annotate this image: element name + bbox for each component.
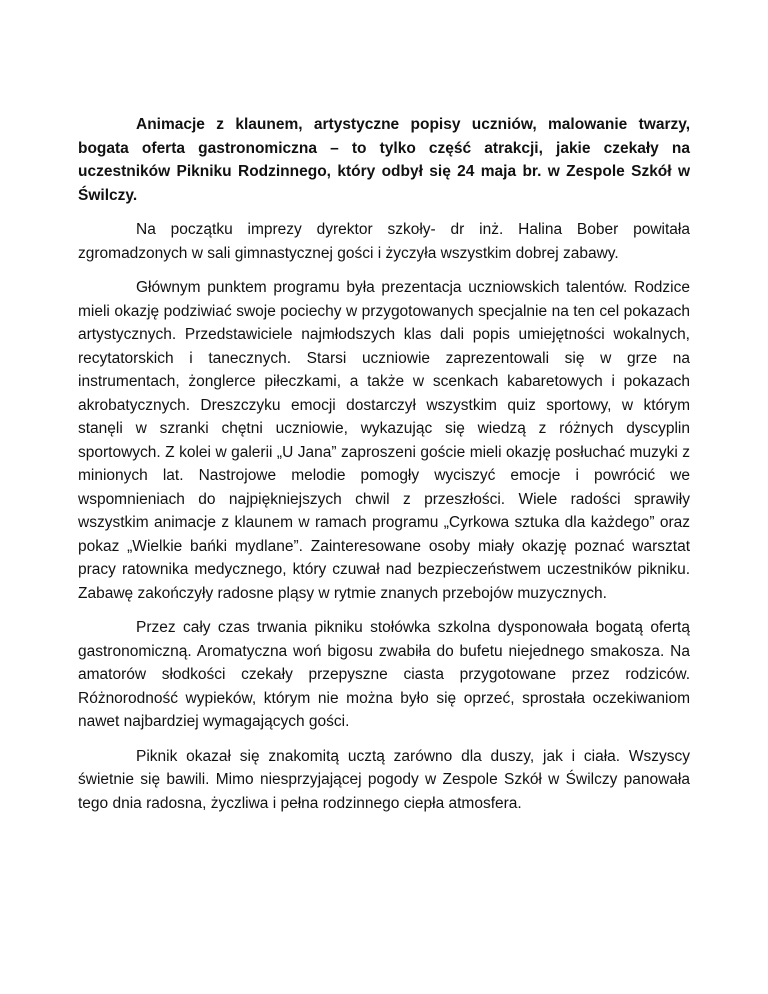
- lead-paragraph: Animacje z klaunem, artystyczne popisy uczniów, malowanie twarzy, bogata oferta gastronomiczna – to tylko część atrakcji, jakie czekały na uczestników Pikniku Rodzinnego, który odbył się 24 maja br. w Zespole Szkół w Świlczy.: [78, 116, 690, 204]
- body-paragraph-catering: Przez cały czas trwania pikniku stołówka szkolna dysponowała bogatą ofertą gastronomiczną. Aromatyczna woń bigosu zwabiła do bufetu niejednego smakosza. Na amatorów słodkości czekały przepyszne ciasta przygotowane przez rodziców. Różnorodność wypieków, którym nie można było się oprzeć, sprostała oczekiwaniom nawet najbardziej wymagających gości.: [78, 619, 690, 730]
- document-page: [78, 113, 690, 826]
- body-paragraph-welcome: Na początku imprezy dyrektor szkoły- dr inż. Halina Bober powitała zgromadzonych w sali gimnastycznej gości i życzyła wszystkim dobrej zabawy.: [78, 221, 690, 262]
- body-paragraph-program: Głównym punktem programu była prezentacja uczniowskich talentów. Rodzice mieli okazję podziwiać swoje pociechy w przygotowanych specjalnie na ten cel pokazach artystycznych. Przedstawiciele najmłodszych klas dali popis umiejętności wokalnych, recytatorskich i tanecznych. Starsi uczniowie zaprezentowali się w grze na instrumentach, żonglerce piłeczkami, a także w scenkach kabaretowych i pokazach akrobatycznych. Dreszczyku emocji dostarczył wszystkim quiz sportowy, w którym stanęli w szranki chętni uczniowie, wykazując się wiedzą z różnych dyscyplin sportowych. Z kolei w galerii „U Jana” zaproszeni goście mieli okazję posłuchać muzyki z minionych lat. Nastrojowe melodie pomogły wyciszyć emocje i powrócić we wspomnieniach do najpiękniejszych chwil z przeszłości. Wiele radości sprawiły wszystkim animacje z klaunem w ramach programu „Cyrkowa sztuka dla każdego” oraz pokaz „Wielkie bańki mydlane”. Zainteresowane osoby miały okazję poznać warsztat pracy ratownika medycznego, który czuwał nad bezpieczeństwem uczestników pikniku. Zabawę zakończyły radosne pląsy w rytmie znanych przebojów muzycznych.: [78, 279, 690, 602]
- body-paragraph-summary: Piknik okazał się znakomitą ucztą zarówno dla duszy, jak i ciała. Wszyscy świetnie się bawili. Mimo niesprzyjającej pogody w Zespole Szkół w Świlczy panowała tego dnia radosna, życzliwa i pełna rodzinnego ciepła atmosfera.: [78, 747, 690, 812]
